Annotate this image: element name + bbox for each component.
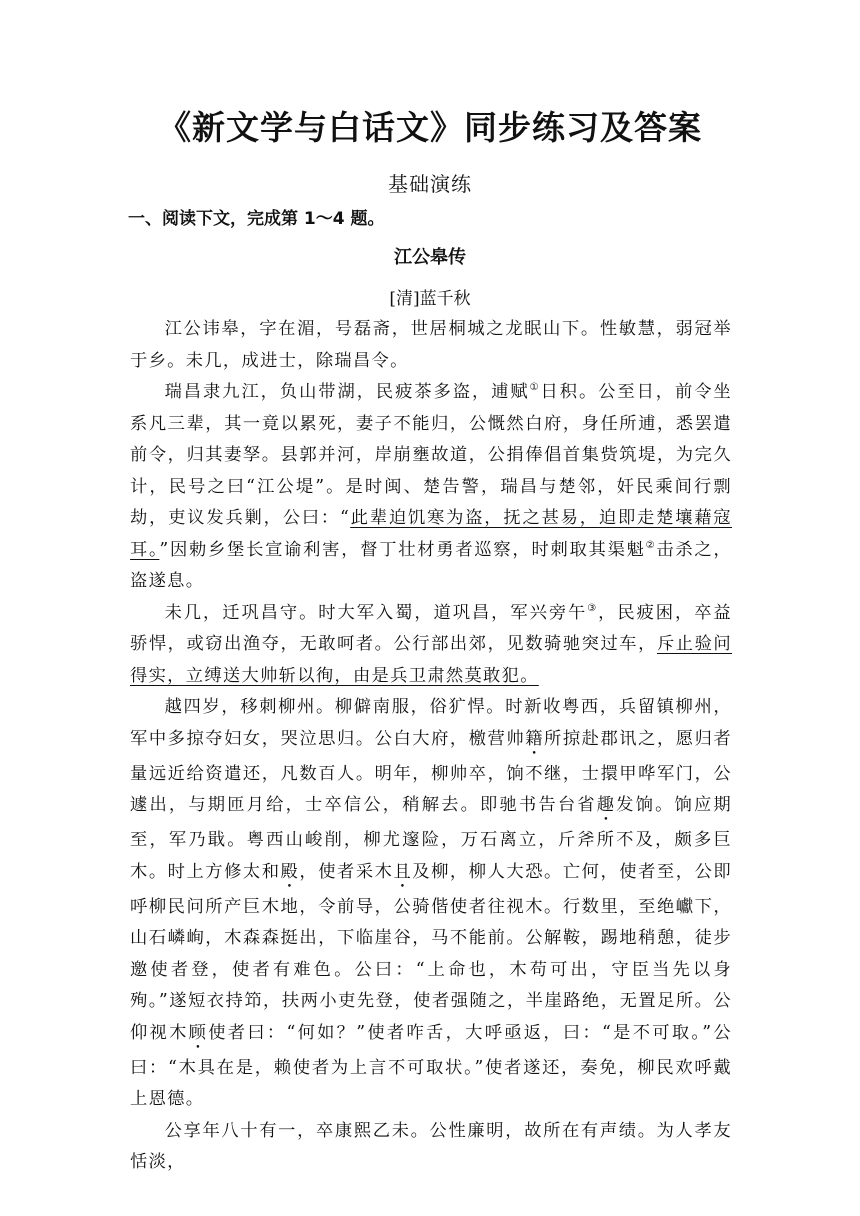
- underlined-sentence-2: 斥止验问得实，立缚送大帅斩以徇，由是兵卫肃然莫敢犯。: [130, 634, 732, 686]
- footnote-marker[interactable]: ①: [529, 382, 541, 393]
- emphasized-char: 籍: [525, 728, 545, 749]
- footnote-marker[interactable]: ②: [645, 539, 657, 551]
- emphasized-char: 趣: [596, 795, 617, 815]
- question-instruction: 一、阅读下文，完成第 1～4 题。: [128, 209, 385, 229]
- paragraph-3: 未几，迁巩昌守。时大军入蜀，道巩昌，军兴旁午③，民疲困，卒益骄悍，或窃出渔夺，无敢呵者。公行部出郊，见数骑驰突过车，斥止验问得实，立缚送大帅斩以徇，由是兵卫肃然莫敢犯。: [130, 602, 733, 686]
- paragraph-5: 公享年八十有一，卒康熙乙未。公性廉明，故所在有声绩。为人孝友恬淡，: [130, 1120, 732, 1172]
- footnote-marker[interactable]: ③: [587, 602, 599, 614]
- passage-body: [130, 314, 732, 1179]
- paragraph-1: 江公讳皋，字在湄，号磊斋，世居桐城之龙眠山下。性敏慧，弱冠举于乡。未几，成进士，除瑞昌令。: [130, 319, 732, 371]
- passage-author: [清]蓝千秋: [389, 289, 471, 309]
- document-title: 《新文学与白话文》同步练习及答案: [158, 108, 702, 147]
- emphasized-char: 且: [393, 861, 413, 882]
- paragraph-2: 瑞昌隶九江，负山带湖，民疲茶多盗，逋赋①日积。公至日，前令坐系凡三辈，其一竟以累死，妻子不能归，公慨然白府，身任所逋，悉罢遣前令，归其妻孥。县郭并河，岸崩壅故道，公捐俸倡首集赀筑堤，为完久计，民号之曰“江公堤”。是时闽、楚告警，瑞昌与楚邻，奸民乘间行剽劫，吏议发兵剿，公曰：“此辈迫饥寒为盗，抚之甚易，迫即走楚壤藉寇耳。”因勅乡堡长宣谕利害，督丁壮材勇者巡察，时刺取其渠魁②击杀之，盗遂息。: [130, 382, 733, 591]
- emphasized-char: 顾: [188, 1022, 209, 1043]
- passage-title: 江公皋传: [394, 247, 466, 268]
- emphasized-char: 殿: [280, 861, 300, 882]
- underlined-sentence-1: 此辈迫饥寒为盗，抚之甚易，迫即走楚壤藉寇耳。: [130, 508, 732, 560]
- paragraph-4: 越四岁，移刺柳州。柳僻南服，俗犷悍。时新收粤西，兵留镇柳州，军中多掠夺妇女，哭泣思归。公白大府，檄营帅籍所掠赴郡讯之，愿归者量远近给资遣还，凡数百人。明年，柳帅卒，饷不继，士擐甲哗军门，公遽出，与期匝月给，士卒信公，稍解去。即驰书告台省趣发饷。饷应期至，军乃戢。粤西山峻削，柳尤邃险，万石离立，斤斧所不及，颇多巨木。时上方修太和殿，使者采木且及柳，柳人大恐。亡何，使者至，公即呼柳民问所产巨木地，令前导，公骑偕使者往视木。行数里，至绝巘下，山石嶙峋，木森森挺出，下临崖谷，马不能前。公解鞍，踢地稍憩，徒步邀使者登，使者有难色。公曰：“上命也，木苟可出，守臣当先以身殉。”遂短衣持笻，扶两小吏先登，使者强随之，半崖路绝，无置足所。公仰视木顾使者曰：“何如？”使者咋舌，大呼亟返，曰：“是不可取。”公曰：“木具在是，赖使者为上言不可取状。”使者遂还，奏免，柳民欢呼戴上恩德。: [130, 697, 732, 1109]
- section-heading: 基础演练: [388, 172, 472, 196]
